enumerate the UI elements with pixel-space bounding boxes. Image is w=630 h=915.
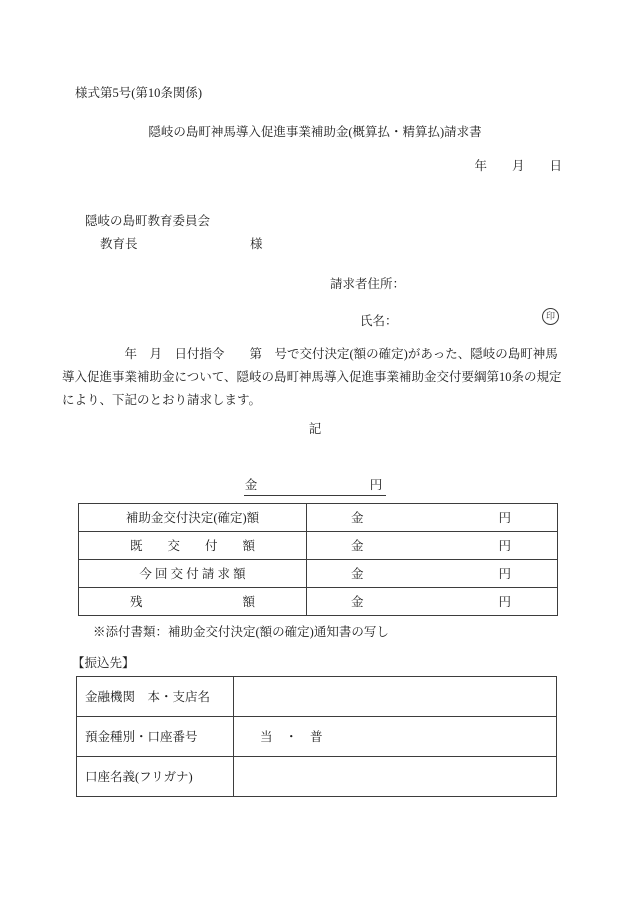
transfer-label: 金融機関 本・支店名 <box>77 677 234 716</box>
amount-prefix: 金 <box>351 510 364 525</box>
amount-unit: 円 <box>498 538 511 553</box>
transfer-row-account-type <box>77 716 556 756</box>
document-title: 隠岐の島町神馬導入促進事業補助金(概算払・精算払)請求書 <box>148 125 482 139</box>
row-label: 今 回 交 付 請 求 額 <box>79 560 307 587</box>
body-line: 導入促進事業補助金について、隠岐の島町神馬導入促進事業補助金交付要綱第10条の規定 <box>62 370 562 384</box>
transfer-heading: 【振込先】 <box>72 656 135 670</box>
request-body-paragraph <box>62 343 582 412</box>
requester-address-label: 請求者住所： <box>330 277 406 291</box>
amount-prefix: 金 <box>351 594 364 609</box>
row-amount-cell <box>307 560 557 587</box>
row-amount-cell <box>307 532 557 559</box>
body-line: 年 月 日付指令 第 号で交付決定(額の確定)があった、隠岐の島町神馬 <box>62 347 558 361</box>
amount-unit: 円 <box>498 594 511 609</box>
transfer-value <box>234 757 556 796</box>
attachment-note: ※添付書類：補助金交付決定(額の確定)通知書の写し <box>93 625 389 639</box>
seal-icon <box>542 308 559 325</box>
amount-summary-wrap <box>0 477 630 496</box>
transfer-row-account-name <box>77 756 556 796</box>
amount-table-row-current-request <box>79 559 557 587</box>
amount-table-row-already-paid <box>79 531 557 559</box>
transfer-value: 当 ・ 普 <box>260 729 323 744</box>
amount-unit: 円 <box>498 510 511 525</box>
amount-table-row-balance <box>79 587 557 615</box>
transfer-row-bank <box>77 677 556 716</box>
transfer-label: 預金種別・口座番号 <box>77 717 234 756</box>
transfer-value <box>234 677 556 716</box>
seal-mark-character: 印 <box>545 311 555 321</box>
requester-name-label: 氏名： <box>360 314 398 328</box>
transfer-table <box>76 676 557 797</box>
body-line: により、下記のとおり請求します。 <box>62 393 262 407</box>
amount-unit: 円 <box>498 566 511 581</box>
form-number-label: 様式第5号(第10条関係) <box>75 86 203 100</box>
row-label: 既 交 付 額 <box>79 532 307 559</box>
addressee-organization: 隠岐の島町教育委員会 <box>85 214 211 228</box>
amount-summary-line: 金 円 <box>244 477 387 496</box>
row-amount-cell <box>307 588 557 615</box>
section-marker-ki: 記 <box>308 422 322 436</box>
row-label: 残 額 <box>79 588 307 615</box>
amount-prefix: 金 <box>351 538 364 553</box>
row-label: 補助金交付決定(確定)額 <box>79 504 307 531</box>
transfer-label: 口座名義(フリガナ) <box>77 757 234 796</box>
amount-table <box>78 503 558 616</box>
row-amount-cell <box>307 504 557 531</box>
amount-prefix: 金 <box>351 566 364 581</box>
date-line: 年 月 日 <box>474 159 562 173</box>
addressee-position-line: 教育長 様 <box>100 237 263 251</box>
amount-table-row-decision <box>79 504 557 531</box>
